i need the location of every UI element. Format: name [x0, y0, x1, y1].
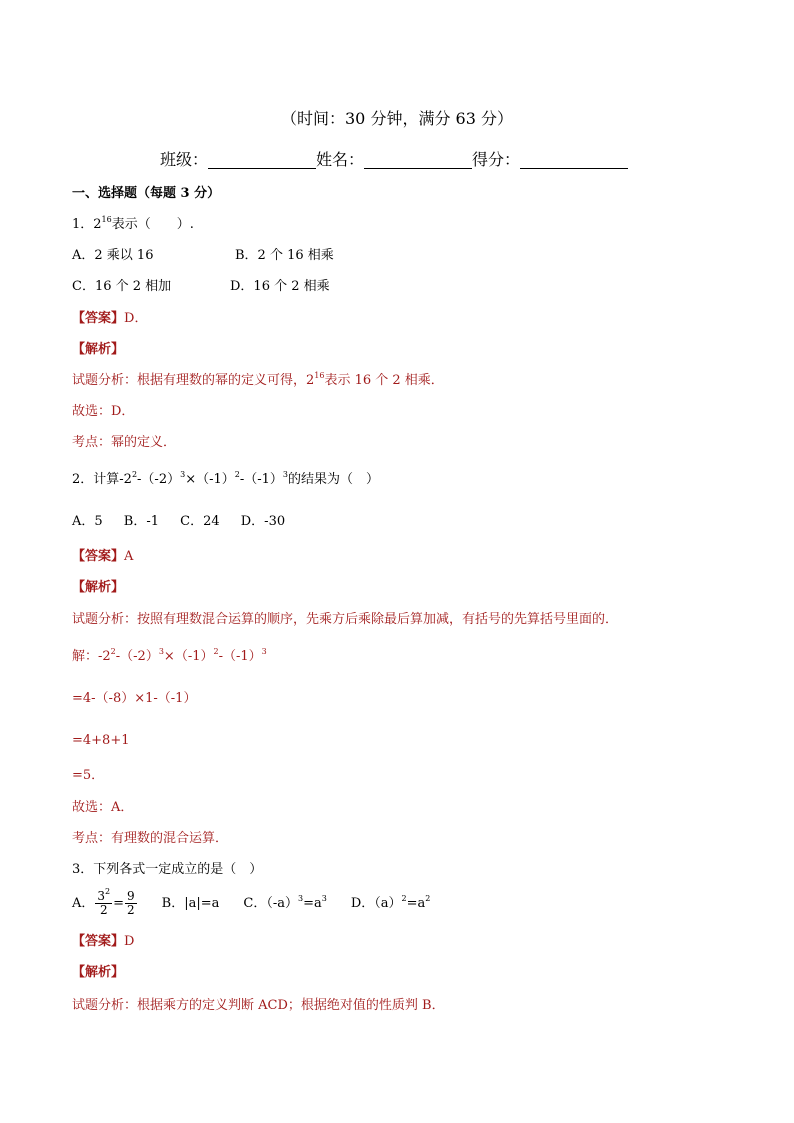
- q2-sol-sup4: 3: [261, 646, 267, 656]
- q3-stem: 3．下列各式一定成立的是（ ）: [72, 862, 263, 877]
- q1-analysis-prefix: 试题分析：根据有理数的幂的定义可得，2: [72, 373, 315, 388]
- q3-answer: [72, 934, 134, 950]
- q2-sol-c: ×（-1）: [163, 649, 214, 664]
- q1-stem: [72, 214, 194, 233]
- q1-analysis-sup: 16: [314, 370, 325, 380]
- q3-option-d-sup1: 2: [401, 893, 407, 903]
- q2-step1: =4-（-8）×1-（-1）: [72, 691, 197, 706]
- q1-option-d: D．16 个 2 相乘: [230, 279, 330, 294]
- q1-stem-prefix: 1．2: [72, 217, 102, 232]
- q2-stem-e: 的结果为（ ）: [288, 472, 380, 487]
- q2-analysis: 试题分析：按照有理数混合运算的顺序，先乘方后乘除最后算加减，有括号的先算括号里面的．: [72, 612, 619, 627]
- q3-analysis-tag: 【解析】: [72, 965, 125, 980]
- student-info-fields: [160, 147, 628, 170]
- answer-value: D: [124, 934, 135, 949]
- exam-time-line: （时间：30 分钟，满分 63 分）: [281, 109, 513, 128]
- q3-option-d-b: =a: [406, 896, 426, 911]
- q3-option-c-sup1: 3: [297, 893, 304, 903]
- q3-option-d-a: D．（a）: [350, 896, 402, 911]
- answer-value: A: [124, 549, 134, 564]
- q3-option-b: B．|a|=a: [161, 896, 220, 911]
- q3-option-a-frac-right: [125, 890, 137, 917]
- q1-analysis-tag: 【解析】: [72, 342, 125, 357]
- q3-option-a-num-sup: 2: [105, 887, 111, 896]
- q1-option-c: C．16 个 2 相加: [72, 279, 172, 294]
- q1-analysis: [72, 370, 444, 389]
- q2-step2: =4+8+1: [72, 733, 130, 748]
- q3-option-a-rnum: 9: [127, 889, 135, 903]
- q2-stem-sup3: 2: [234, 469, 240, 479]
- q2-choose: 故选：A．: [72, 800, 134, 815]
- answer-tag: 【答案】: [72, 311, 125, 326]
- q1-stem-suffix: 表示（ ）.: [111, 217, 194, 232]
- q3-option-a-frac-left: [95, 887, 112, 917]
- q2-sol-d: -（-1）: [218, 649, 262, 664]
- q2-stem-sup4: 3: [282, 469, 288, 479]
- score-label: 得分：: [472, 150, 521, 169]
- q2-solution: [72, 646, 267, 665]
- q3-analysis: 试题分析：根据乘方的定义判断 ACD；根据绝对值的性质判 B．: [72, 998, 445, 1013]
- q3-option-c-sup2: 3: [321, 893, 327, 903]
- q1-stem-sup: 16: [101, 214, 112, 224]
- q2-stem-c: ×（-1）: [185, 472, 235, 487]
- q3-option-a-eq: =: [113, 896, 125, 911]
- q2-point: 考点：有理数的混合运算．: [72, 831, 229, 846]
- q2-stem-a: 2．计算-2: [72, 472, 132, 487]
- q1-options-row1: [72, 248, 334, 264]
- q1-choose: 故选：D．: [72, 404, 135, 419]
- q2-stem-b: -（-2）: [137, 472, 181, 487]
- q2-sol-b: -（-2）: [115, 649, 159, 664]
- section-title: 一、选择题（每题 3 分）: [72, 186, 221, 201]
- q2-sol-sup3: 2: [213, 646, 219, 656]
- answer-tag: 【答案】: [72, 549, 125, 564]
- score-blank: [520, 150, 628, 169]
- q3-option-a-rden: 2: [127, 903, 135, 917]
- q2-sol-sup2: 3: [158, 646, 164, 656]
- q3-option-a-label: A．: [72, 896, 95, 911]
- q2-analysis-tag: 【解析】: [72, 580, 125, 595]
- name-blank: [364, 150, 472, 169]
- q1-option-a: A．2 乘以 16: [72, 248, 154, 263]
- q3-options: [72, 888, 430, 920]
- q3-option-c-a: C．（-a）: [243, 896, 298, 911]
- q2-step3: =5．: [72, 768, 105, 783]
- q1-answer: [72, 311, 147, 327]
- class-blank: [208, 150, 316, 169]
- q1-point: 考点：幂的定义．: [72, 435, 177, 450]
- class-label: 班级：: [160, 150, 209, 169]
- q2-options: A．5 B．-1 C．24 D．-30: [72, 514, 286, 529]
- q3-option-a-den: 2: [99, 903, 108, 917]
- q2-stem-sup1: 2: [131, 469, 138, 479]
- q2-stem-d: -（-1）: [239, 472, 283, 487]
- answer-value: D．: [124, 311, 148, 326]
- name-label: 姓名：: [316, 150, 365, 169]
- q1-options-row2: [72, 279, 330, 295]
- q3-option-a-num-base: 3: [97, 889, 106, 903]
- q2-sol-a: 解：-2: [72, 649, 111, 664]
- q2-stem: [72, 469, 380, 488]
- q3-option-c-b: =a: [303, 896, 322, 911]
- q2-stem-sup2: 3: [180, 469, 186, 479]
- q1-analysis-suffix: 表示 16 个 2 相乘．: [324, 373, 444, 388]
- answer-tag: 【答案】: [72, 934, 125, 949]
- q1-option-b: B．2 个 16 相乘: [235, 248, 334, 263]
- q3-option-d-sup2: 2: [425, 893, 431, 903]
- q2-answer: [72, 549, 133, 565]
- q2-sol-sup1: 2: [110, 646, 116, 656]
